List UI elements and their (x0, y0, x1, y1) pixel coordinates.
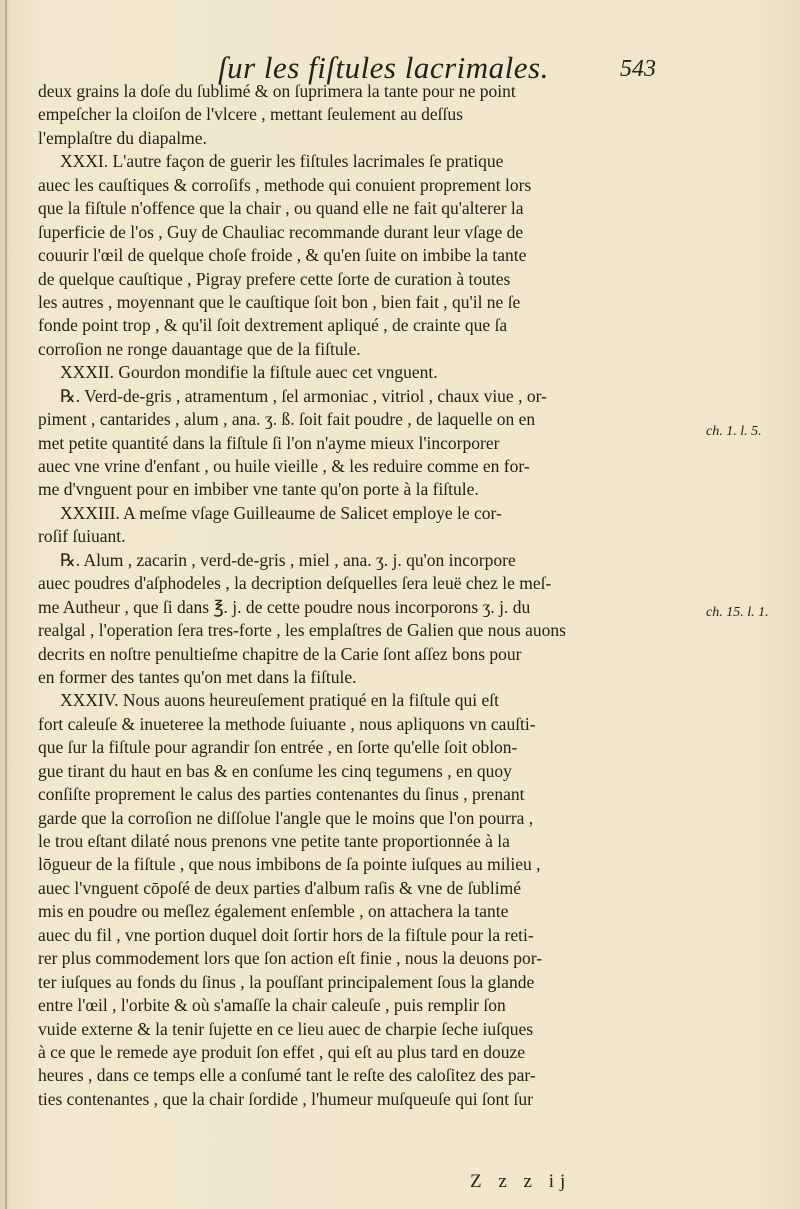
text-line: que ſur la fiſtule pour agrandir ſon entrée , en ſorte qu'elle ſoit oblon- (38, 737, 518, 758)
paragraph-start-line: XXXIV. Nous auons heureuſement pratiqué en la fiſtule qui eſt (60, 690, 500, 711)
paragraph-start-line: XXXI. L'autre façon de guerir les fiſtules lacrimales ſe pratique (60, 151, 504, 172)
text-line: auec les cauſtiques & corroſifs , methode qui conuient proprement lors (38, 174, 532, 195)
text-line: ties contenantes , que la chair ſordide , l'humeur muſqueuſe qui ſont ſur (38, 1088, 533, 1109)
text-line: met petite quantité dans la fiſtule ſi l'on n'ayme mieux l'incorporer (38, 432, 500, 453)
text-line: rer plus commodement lors que ſon action eſt finie , nous la deuons por- (38, 948, 543, 969)
body-text (38, 80, 688, 1111)
text-line: à ce que le remede aye produit ſon effet , qui eſt au plus tard en douze (38, 1041, 526, 1062)
text-line: gue tirant du haut en bas & en conſume les cinq tegumens , en quoy (38, 760, 512, 781)
text-line: les autres , moyennant que le cauſtique ſoit bon , bien fait , qu'il ne ſe (38, 291, 521, 312)
margin-note-reference: ch. 1. l. 5. (706, 424, 762, 439)
running-title: ſur les fiſtules lacrimales. (218, 50, 549, 85)
text-line: ter iuſques au fonds du ſinus , la pouſſant principalement ſous la glande (38, 971, 535, 992)
text-line: piment , cantarides , alum , ana. ʒ. ß. ſoit fait poudre , de laquelle on en (38, 409, 536, 430)
text-line: roſif ſuiuant. (38, 526, 126, 547)
signature-mark: Z z z ij (470, 1171, 572, 1192)
text-line: couurir l'œil de quelque choſe froide , & qu'en ſuite on imbibe la tante (38, 245, 527, 266)
text-line: auec du fil , vne portion duquel doit ſortir hors de la fiſtule pour la reti- (38, 924, 534, 945)
text-line: fort caleuſe & inueteree la methode ſuiuante , nous apliquons vn cauſti- (38, 713, 536, 734)
text-line: decrits en noſtre penultieſme chapitre de la Carie ſont aſſez bons pour (38, 643, 522, 664)
text-line: mis en poudre ou meſlez également enſemble , on attachera la tante (38, 901, 509, 922)
recipe-start-line: ℞. Verd-de-gris , atramentum , ſel armoniac , vitriol , chaux viue , or- (60, 385, 547, 406)
text-line: en former des tantes qu'on met dans la fiſtule. (38, 666, 357, 687)
text-line: entre l'œil , l'orbite & où s'amaſſe la chair caleuſe , puis remplir ſon (38, 995, 506, 1016)
text-line: fonde point trop , & qu'il ſoit dextrement apliqué , de crainte que ſa (38, 315, 508, 336)
text-line: auec vne vrine d'enfant , ou huile vieille , & les reduire comme en for- (38, 456, 530, 476)
text-line: deux grains la doſe du ſublimé & on ſuprimera la tante pour ne point (38, 81, 516, 101)
text-line: que la fiſtule n'offence que la chair , ou quand elle ne fait qu'alterer la (38, 198, 524, 219)
text-line: le trou eſtant dilaté nous prenons vne petite tante proportionnée à la (38, 831, 510, 851)
text-line: l'emplaſtre du diapalme. (38, 127, 207, 148)
text-line: corroſion ne ronge dauantage que de la fiſtule. (38, 338, 361, 359)
page-edge (5, 0, 7, 1209)
text-line: empeſcher la cloiſon de l'vlcere , mettant ſeulement au deſſus (38, 104, 463, 125)
text-line: ſuperficie de l'os , Guy de Chauliac recommande durant leur vſage de (38, 221, 524, 242)
recipe-start-line: ℞. Alum , zacarin , verd-de-gris , miel , ana. ʒ. j. qu'on incorpore (60, 549, 516, 570)
paragraph-start-line: XXXIII. A meſme vſage Guilleaume de Salicet employe le cor- (60, 502, 502, 523)
page-number: 543 (620, 56, 656, 82)
text-line: garde que la corroſion ne diſſolue l'angle que le moins que l'on pourra , (38, 807, 534, 828)
text-line: me d'vnguent pour en imbiber vne tante qu'on porte à la fiſtule. (38, 479, 479, 500)
margin-note-reference: ch. 15. l. 1. (706, 605, 769, 620)
text-line: lōgueur de la fiſtule , que nous imbibons de ſa pointe iuſques au milieu , (38, 854, 541, 875)
text-line: conſiſte proprement le calus des parties contenantes du ſinus , prenant (38, 784, 525, 805)
text-line: me Autheur , que ſi dans ℥. j. de cette poudre nous incorporons ʒ. j. du (38, 596, 531, 617)
text-line: auec poudres d'aſphodeles , la decription deſquelles ſera leuë chez le meſ- (38, 573, 552, 594)
text-line: heures , dans ce temps elle a conſumé tant le reſte des caloſitez des par- (38, 1065, 536, 1086)
text-line: vuide externe & la tenir ſujette en ce lieu auec de charpie ſeche iuſques (38, 1018, 534, 1039)
paragraph-start-line: XXXII. Gourdon mondifie la fiſtule auec cet vnguent. (60, 362, 438, 383)
text-line: de quelque cauſtique , Pigray prefere cette ſorte de curation à toutes (38, 268, 511, 289)
text-line: auec l'vnguent cōpoſé de deux parties d'album raſis & vne de ſublimé (38, 877, 522, 898)
text-line: realgal , l'operation ſera tres-forte , les emplaſtres de Galien que nous auons (38, 620, 566, 641)
